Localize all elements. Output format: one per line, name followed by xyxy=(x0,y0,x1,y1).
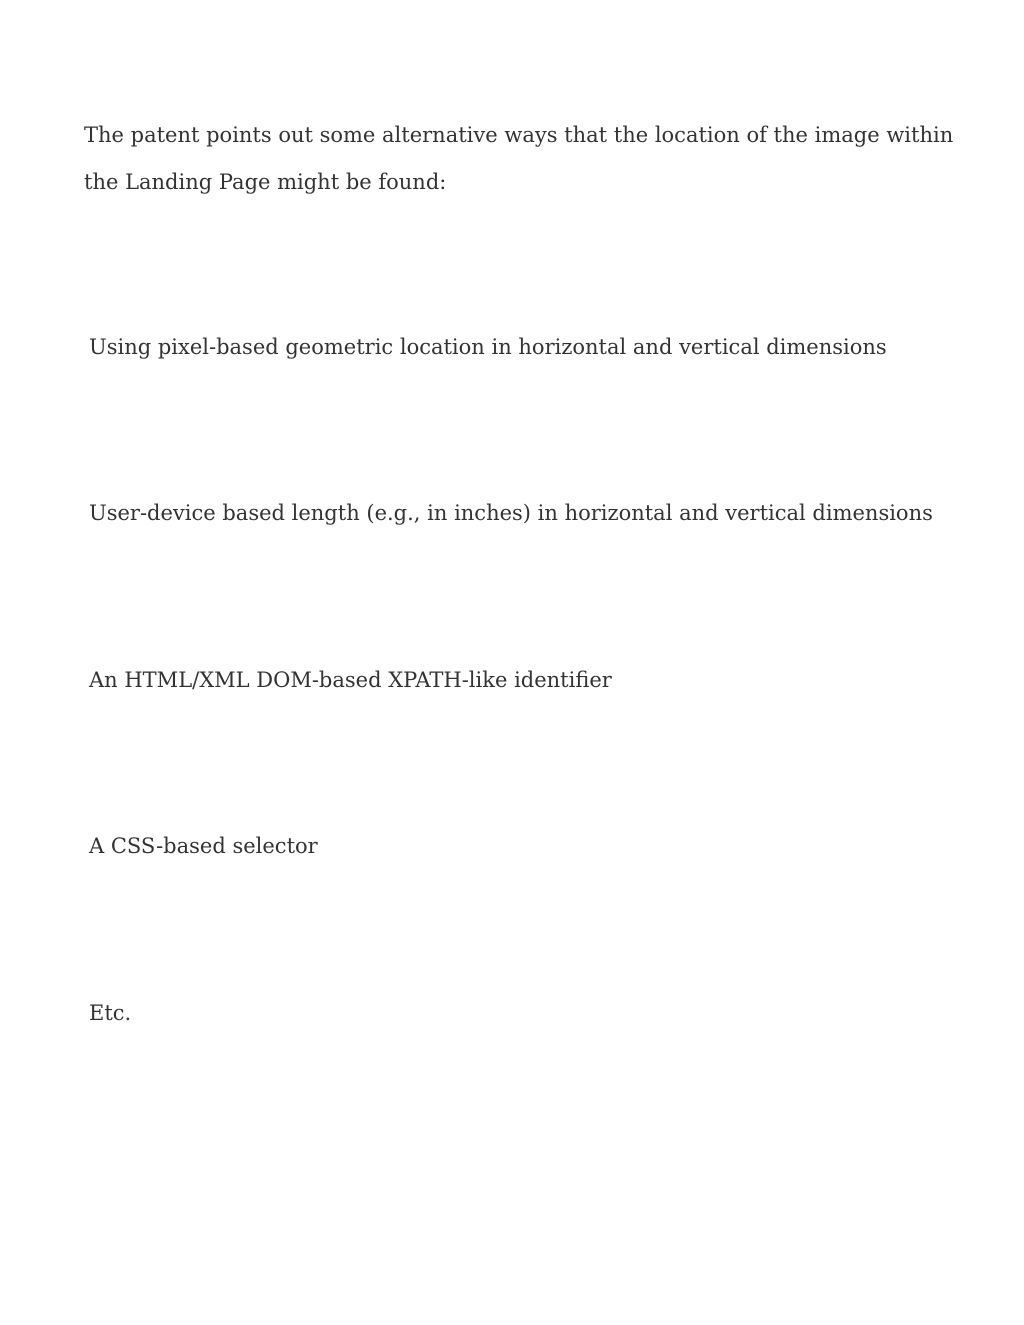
list-item: A CSS-based selector xyxy=(89,834,318,858)
list-item: An HTML/XML DOM-based XPATH-like identifier xyxy=(89,668,612,692)
list-item: User-device based length (e.g., in inches) in horizontal and vertical dimensions xyxy=(89,501,933,525)
list-item: Using pixel-based geometric location in horizontal and vertical dimensions xyxy=(89,335,887,359)
intro-paragraph: The patent points out some alternative ways that the location of the image within the Landing Page might be found: xyxy=(84,123,954,194)
list-item: Etc. xyxy=(89,1001,132,1025)
